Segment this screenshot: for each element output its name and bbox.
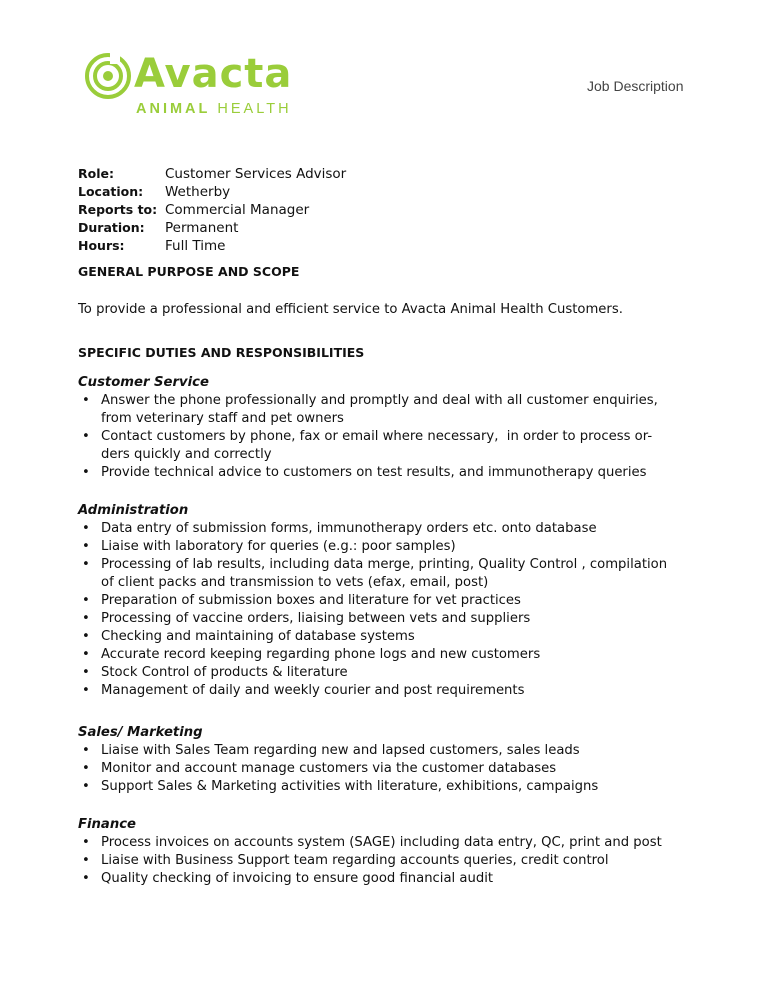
list-item: • Processing of lab results, including data merge, printing, Quality Control , compilation of client packs and transmission to vets (efax, email, post): [78, 556, 728, 592]
list-item: • Accurate record keeping regarding phone logs and new customers: [78, 646, 728, 664]
list-item: • Answer the phone professionally and promptly and deal with all customer enquiries, from veterinary staff and pet owners: [78, 392, 728, 428]
list-item: • Support Sales & Marketing activities with literature, exhibitions, campaigns: [78, 778, 728, 796]
job-meta-table: [78, 165, 346, 255]
meta-row-location: Location: Wetherby: [78, 184, 231, 200]
list-item: • Provide technical advice to customers on test results, and immunotherapy queries: [78, 464, 728, 482]
general-purpose-text: To provide a professional and efficient service to Avacta Animal Health Customers.: [78, 302, 623, 317]
specific-duties-heading: SPECIFIC DUTIES AND RESPONSIBILITIES: [78, 345, 365, 360]
spiral-logo-icon: [84, 52, 132, 100]
list-item: • Data entry of submission forms, immunotherapy orders etc. onto database: [78, 520, 728, 538]
avacta-logo: [84, 44, 324, 122]
meta-row-hours: Hours: Full Time: [78, 238, 226, 254]
section-sales-marketing: [78, 724, 728, 796]
section-title: Customer Service: [78, 375, 209, 390]
list-item: • Contact customers by phone, fax or email where necessary, in order to process or- ders quickly and correctly: [78, 428, 728, 464]
logo-wordmark: Avacta: [134, 51, 293, 97]
list-item: • Liaise with Business Support team regarding accounts queries, credit control: [78, 852, 728, 870]
list-item: • Checking and maintaining of database systems: [78, 628, 728, 646]
list-item: • Stock Control of products & literature: [78, 664, 728, 682]
section-administration: [78, 502, 728, 700]
section-finance: [78, 816, 728, 888]
section-title: Administration: [78, 503, 189, 518]
list-item: • Quality checking of invoicing to ensure good financial audit: [78, 870, 728, 888]
list-item: • Process invoices on accounts system (SAGE) including data entry, QC, print and post: [78, 834, 728, 852]
meta-row-duration: Duration: Permanent: [78, 220, 239, 236]
list-item: • Preparation of submission boxes and literature for vet practices: [78, 592, 728, 610]
general-purpose-heading: GENERAL PURPOSE AND SCOPE: [78, 264, 300, 279]
document-type-label: Job Description: [587, 78, 684, 94]
list-item: • Liaise with Sales Team regarding new and lapsed customers, sales leads: [78, 742, 728, 760]
list-item: • Monitor and account manage customers via the customer databases: [78, 760, 728, 778]
list-item: • Processing of vaccine orders, liaising between vets and suppliers: [78, 610, 728, 628]
section-title: Finance: [78, 817, 136, 832]
meta-row-role: Role: Customer Services Advisor: [78, 166, 347, 182]
logo-subtitle: ANIMAL HEALTH: [136, 101, 292, 117]
list-item: • Management of daily and weekly courier and post requirements: [78, 682, 728, 700]
section-customer-service: [78, 374, 728, 482]
meta-row-reports-to: Reports to: Commercial Manager: [78, 202, 310, 218]
section-title: Sales/ Marketing: [78, 725, 203, 740]
list-item: • Liaise with laboratory for queries (e.g.: poor samples): [78, 538, 728, 556]
